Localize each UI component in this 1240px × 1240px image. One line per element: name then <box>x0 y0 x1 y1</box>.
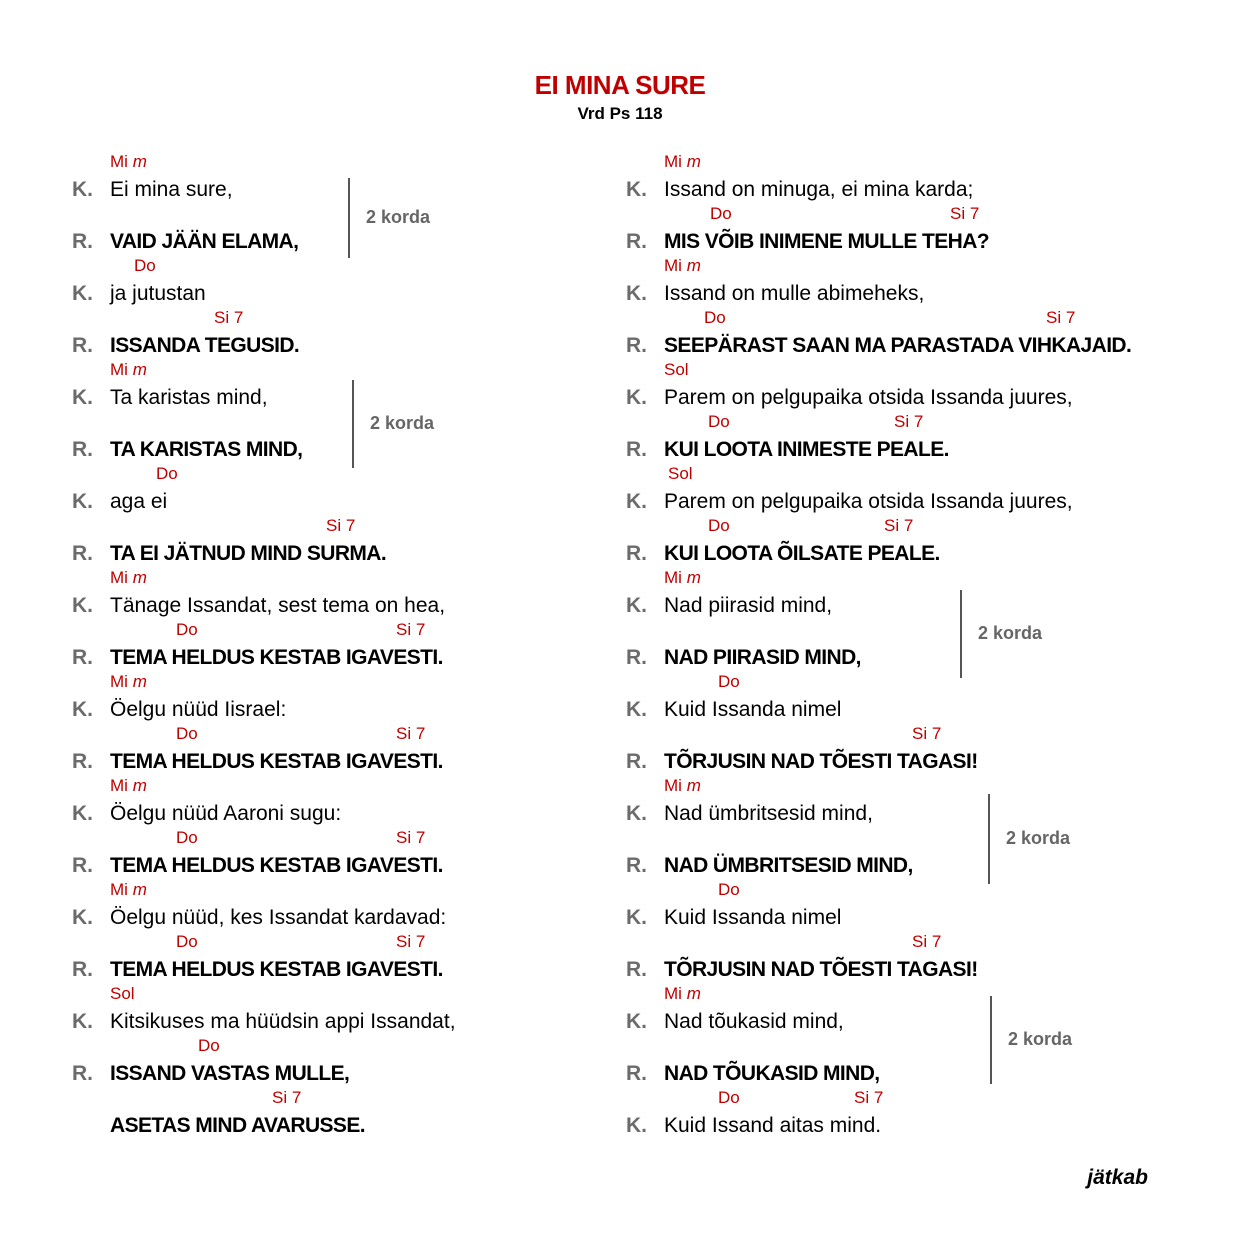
chord-label: Do <box>708 412 730 431</box>
lyric-text: ASETAS MIND AVARUSSE. <box>110 1114 365 1137</box>
chord-label: Do <box>176 932 198 951</box>
speaker-marker: K. <box>72 802 93 825</box>
chord-row <box>664 568 1184 588</box>
chord-label: Mi m <box>110 360 147 379</box>
chord-label: Si 7 <box>912 932 942 951</box>
chord-row <box>664 152 1184 172</box>
chord-row <box>664 412 1184 432</box>
chord-row <box>664 880 1184 900</box>
speaker-marker: K. <box>72 698 93 721</box>
repeat-label: 2 korda <box>370 413 435 433</box>
chord-row <box>110 932 630 952</box>
speaker-marker: K. <box>626 1114 647 1137</box>
chord-label: Do <box>718 880 740 899</box>
chord-label: Si 7 <box>884 516 914 535</box>
chord-row <box>110 1088 630 1108</box>
lyric-text: Ei mina sure, <box>110 178 233 201</box>
lyric-text: Issand on mulle abimeheks, <box>664 282 925 305</box>
repeat-bracket <box>990 996 992 1084</box>
speaker-marker: R. <box>72 1062 93 1085</box>
speaker-marker: K. <box>626 594 647 617</box>
chord-label: Si 7 <box>396 828 426 847</box>
repeat-bracket <box>960 590 962 678</box>
lyric-text: aga ei <box>110 490 168 513</box>
lyric-text: NAD PIIRASID MIND, <box>664 646 861 669</box>
lyric-text: KUI LOOTA INIMESTE PEALE. <box>664 438 949 461</box>
speaker-marker: K. <box>626 386 647 409</box>
chord-row <box>110 776 630 796</box>
speaker-marker: R. <box>626 438 647 461</box>
chord-row <box>110 256 630 276</box>
lyric-text: TEMA HELDUS KESTAB IGAVESTI. <box>110 646 443 669</box>
lyric-text: NAD TÕUKASID MIND, <box>664 1062 880 1085</box>
speaker-marker: R. <box>72 750 93 773</box>
lyric-text: TEMA HELDUS KESTAB IGAVESTI. <box>110 750 443 773</box>
chord-row <box>664 1088 1184 1108</box>
chord-label: Si 7 <box>326 516 356 535</box>
speaker-marker: R. <box>626 334 647 357</box>
lyric-text: Parem on pelgupaika otsida Issanda juures, <box>664 490 1073 513</box>
chord-row <box>664 516 1184 536</box>
repeat-label: 2 korda <box>1006 828 1071 848</box>
speaker-marker: K. <box>72 490 93 513</box>
repeat-bracket <box>988 794 990 884</box>
lyric-text: NAD ÜMBRITSESID MIND, <box>664 854 913 877</box>
chord-label: Mi m <box>110 568 147 587</box>
chord-row <box>110 516 630 536</box>
lyric-text: SEEPÄRAST SAAN MA PARASTADA VIHKAJAID. <box>664 334 1132 357</box>
chord-row <box>664 932 1184 952</box>
speaker-marker: K. <box>72 178 93 201</box>
chord-label: Mi m <box>664 776 701 795</box>
chord-row <box>110 672 630 692</box>
chord-row <box>664 308 1184 328</box>
chord-label: Mi m <box>110 672 147 691</box>
speaker-marker: R. <box>72 854 93 877</box>
chord-label: Mi m <box>664 152 701 171</box>
chord-label: Sol <box>664 360 689 379</box>
lyric-text: Kuid Issanda nimel <box>664 698 842 721</box>
chord-label: Mi m <box>110 880 147 899</box>
lyric-text: ja jutustan <box>110 282 206 305</box>
chord-label: Si 7 <box>396 932 426 951</box>
chord-label: Si 7 <box>214 308 244 327</box>
chord-label: Do <box>708 516 730 535</box>
chord-label: Si 7 <box>854 1088 884 1107</box>
speaker-marker: R. <box>626 230 647 253</box>
speaker-marker: R. <box>626 958 647 981</box>
chord-row <box>110 984 630 1004</box>
speaker-marker: R. <box>626 854 647 877</box>
chord-row <box>664 984 1184 1004</box>
lyric-text: KUI LOOTA ÕILSATE PEALE. <box>664 542 940 565</box>
chord-row <box>110 464 630 484</box>
chord-row <box>110 360 630 380</box>
lyric-text: Öelgu nüüd Aaroni sugu: <box>110 802 342 825</box>
lyric-text: Tänage Issandat, sest tema on hea, <box>110 594 446 617</box>
speaker-marker: K. <box>72 906 93 929</box>
speaker-marker: K. <box>626 490 647 513</box>
repeat-label: 2 korda <box>1008 1029 1073 1049</box>
lyric-text: TÕRJUSIN NAD TÕESTI TAGASI! <box>664 750 978 773</box>
chord-label: Mi m <box>664 568 701 587</box>
chord-label: Do <box>176 828 198 847</box>
continues-label: jätkab <box>1087 1166 1148 1189</box>
speaker-marker: R. <box>626 542 647 565</box>
chord-label: Si 7 <box>1046 308 1076 327</box>
speaker-marker: K. <box>626 698 647 721</box>
speaker-marker: K. <box>72 386 93 409</box>
speaker-marker: R. <box>72 646 93 669</box>
speaker-marker: R. <box>72 438 93 461</box>
chord-row <box>110 880 630 900</box>
lyric-text: TA EI JÄTNUD MIND SURMA. <box>110 542 387 565</box>
chord-row <box>664 672 1184 692</box>
chord-label: Do <box>134 256 156 275</box>
chord-row <box>110 152 630 172</box>
lyric-text: Nad tõukasid mind, <box>664 1010 844 1033</box>
chord-label: Sol <box>668 464 693 483</box>
chord-label: Si 7 <box>396 620 426 639</box>
speaker-marker: R. <box>72 230 93 253</box>
chord-row <box>664 776 1184 796</box>
speaker-marker: K. <box>72 1010 93 1033</box>
chord-row <box>664 256 1184 276</box>
chord-row <box>110 308 630 328</box>
repeat-label: 2 korda <box>366 207 431 227</box>
lyric-text: VAID JÄÄN ELAMA, <box>110 230 299 253</box>
chord-row <box>110 568 630 588</box>
repeat-label: 2 korda <box>978 623 1043 643</box>
chord-label: Si 7 <box>950 204 980 223</box>
chord-label: Do <box>176 724 198 743</box>
chord-label: Do <box>176 620 198 639</box>
speaker-marker: R. <box>72 542 93 565</box>
lyric-text: ISSANDA TEGUSID. <box>110 334 300 357</box>
speaker-marker: K. <box>626 1010 647 1033</box>
chord-row <box>110 620 630 640</box>
speaker-marker: K. <box>72 282 93 305</box>
lyric-text: MIS VÕIB INIMENE MULLE TEHA? <box>664 230 990 253</box>
chord-label: Si 7 <box>272 1088 302 1107</box>
speaker-marker: R. <box>72 334 93 357</box>
chord-label: Do <box>718 672 740 691</box>
speaker-marker: K. <box>626 178 647 201</box>
chord-label: Do <box>198 1036 220 1055</box>
chord-row <box>110 1036 630 1056</box>
speaker-marker: K. <box>626 906 647 929</box>
lyric-text: Kitsikuses ma hüüdsin appi Issandat, <box>110 1010 456 1033</box>
speaker-marker: R. <box>72 958 93 981</box>
speaker-marker: K. <box>626 802 647 825</box>
repeat-bracket <box>352 380 354 468</box>
lyric-text: TEMA HELDUS KESTAB IGAVESTI. <box>110 854 443 877</box>
lyric-text: Nad piirasid mind, <box>664 594 833 617</box>
chord-label: Do <box>156 464 178 483</box>
lyric-text: ISSAND VASTAS MULLE, <box>110 1062 350 1085</box>
chord-label: Mi m <box>664 984 701 1003</box>
lyric-text: Kuid Issand aitas mind. <box>664 1114 882 1137</box>
repeat-bracket <box>348 178 350 258</box>
speaker-marker: K. <box>626 282 647 305</box>
chord-label: Si 7 <box>912 724 942 743</box>
chord-label: Si 7 <box>894 412 924 431</box>
speaker-marker: R. <box>626 750 647 773</box>
lyric-text: Kuid Issanda nimel <box>664 906 842 929</box>
chord-label: Si 7 <box>396 724 426 743</box>
lyric-text: Ta karistas mind, <box>110 386 268 409</box>
speaker-marker: K. <box>72 594 93 617</box>
song-title: EI MINA SURE <box>534 70 706 100</box>
lyric-text: TÕRJUSIN NAD TÕESTI TAGASI! <box>664 958 978 981</box>
speaker-marker: R. <box>626 1062 647 1085</box>
lyric-text: Öelgu nüüd, kes Issandat kardavad: <box>110 906 447 929</box>
lyric-text: Issand on minuga, ei mina karda; <box>664 178 974 201</box>
lyric-text: Parem on pelgupaika otsida Issanda juures, <box>664 386 1073 409</box>
lyric-text: Öelgu nüüd Iisrael: <box>110 698 287 721</box>
lyric-text: TA KARISTAS MIND, <box>110 438 303 461</box>
chord-row <box>110 724 630 744</box>
chord-label: Sol <box>110 984 135 1003</box>
chord-row <box>664 464 1184 484</box>
chord-row <box>110 828 630 848</box>
chord-label: Do <box>710 204 732 223</box>
chord-label: Mi m <box>110 776 147 795</box>
lyric-text: TEMA HELDUS KESTAB IGAVESTI. <box>110 958 443 981</box>
chord-label: Mi m <box>110 152 147 171</box>
song-subtitle: Vrd Ps 118 <box>577 104 663 123</box>
speaker-marker: R. <box>626 646 647 669</box>
chord-row <box>664 204 1184 224</box>
chord-label: Do <box>718 1088 740 1107</box>
chord-row <box>664 360 1184 380</box>
chord-label: Do <box>704 308 726 327</box>
lyric-text: Nad ümbritsesid mind, <box>664 802 873 825</box>
chord-label: Mi m <box>664 256 701 275</box>
chord-row <box>664 724 1184 744</box>
